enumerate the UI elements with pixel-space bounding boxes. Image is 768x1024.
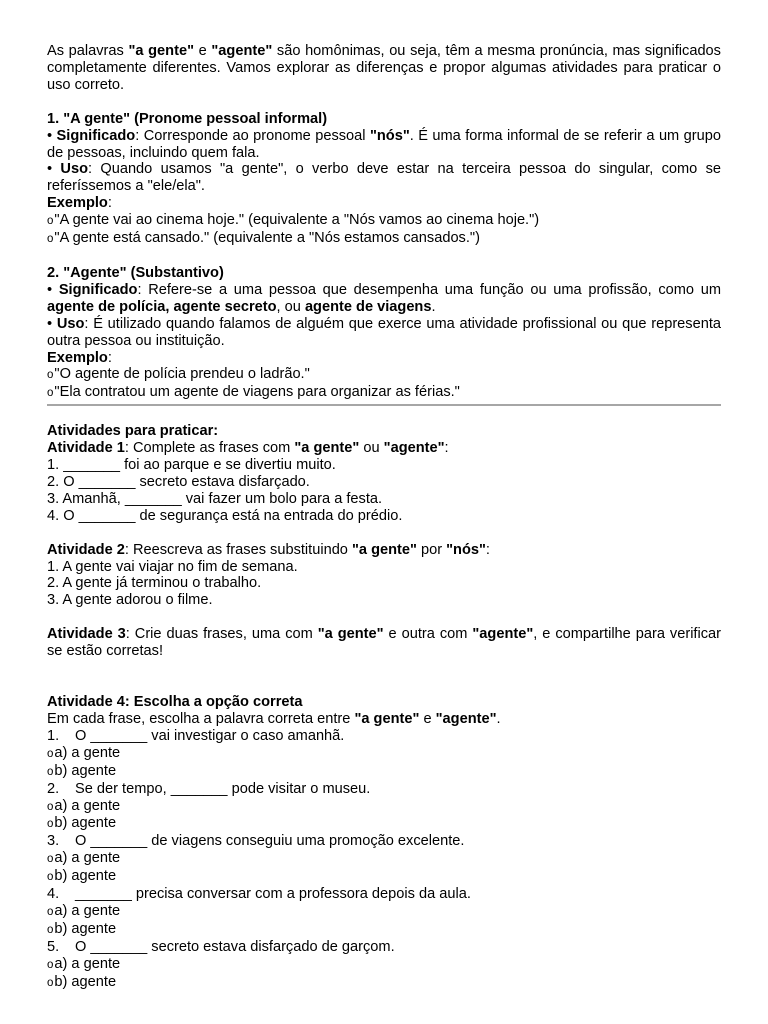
activity-label: Atividade 3 [47, 626, 126, 643]
option-text: a) a gente [54, 744, 121, 761]
label-significado: Significado [58, 281, 138, 298]
bold-term: "a gente" [351, 541, 417, 558]
question-number: 2. [47, 780, 60, 797]
circle-bullet-icon: o [47, 387, 54, 400]
option-a [47, 745, 721, 763]
activity-4-instruction [47, 711, 721, 728]
section-1-exemplo-label: Exemplo: [47, 195, 112, 212]
section-2-significado [47, 282, 721, 316]
bold-term: "agente" [383, 440, 445, 457]
list-item: 3. Amanhã, _______ vai fazer um bolo para a festa. [47, 490, 383, 507]
section-1-uso [47, 161, 721, 195]
circle-bullet-icon: o [47, 976, 54, 989]
intro-bold-term: "a gente" [128, 43, 194, 59]
activity-1-instruction [47, 440, 721, 457]
activity-2-instruction [47, 542, 721, 559]
text: por [416, 541, 447, 558]
activities-heading: Atividades para praticar: [47, 423, 219, 440]
intro-paragraph [47, 43, 721, 94]
bold-term: "a gente" [317, 626, 384, 643]
question-number: 4. [47, 886, 60, 903]
circle-bullet-icon: o [47, 818, 54, 831]
option-b [47, 974, 721, 992]
bullet-icon: • [47, 315, 53, 332]
intro-bold-term: "agente" [211, 43, 273, 59]
circle-bullet-icon: o [47, 747, 54, 760]
example-text: "Ela contratou um agente de viagens para organizar as férias." [54, 384, 460, 401]
text: , e compartilhe para verificar se estão corretas! [47, 626, 722, 660]
list-item: 2. O _______ secreto estava disfarçado. [47, 473, 310, 490]
label-significado: Significado [56, 127, 136, 144]
bullet-icon: • [47, 281, 53, 298]
bold-term: "nós" [446, 541, 486, 558]
activity-4-heading: Atividade 4: Escolha a opção correta [47, 694, 303, 711]
text: . É uma forma informal de se referir a um grupo de pessoas, incluindo quem fala. [47, 127, 721, 161]
text: : [485, 541, 490, 558]
circle-bullet-icon: o [47, 369, 54, 382]
question-number: 3. [47, 833, 60, 850]
option-b [47, 868, 721, 886]
text: ou [359, 440, 384, 457]
question-1 [47, 728, 721, 745]
question-3 [47, 833, 721, 850]
bullet-icon: • [47, 127, 53, 144]
section-2-example-2 [47, 384, 721, 402]
text: : Crie duas frases, uma com [125, 626, 318, 643]
option-a [47, 956, 721, 974]
example-text: "A gente está cansado." (equivalente a "Nós estamos cansados.") [54, 230, 480, 247]
bold-term: "nós" [369, 127, 410, 144]
question-text: O _______ de viagens conseguiu uma promoção excelente. [75, 833, 465, 850]
text: : [444, 440, 449, 457]
text: : Corresponde ao pronome pessoal [135, 127, 370, 144]
option-a [47, 798, 721, 816]
intro-text: são homônimas, ou seja, têm a mesma pronúncia, mas significados completamente diferentes. Vamos explorar as diferenças e propor algumas atividades para praticar o uso correto. [47, 43, 721, 93]
label-uso: Uso [56, 315, 85, 332]
circle-bullet-icon: o [47, 800, 54, 813]
activity-label: Atividade 1 [47, 440, 125, 457]
document-page [47, 43, 721, 992]
option-text: a) a gente [54, 902, 121, 919]
circle-bullet-icon: o [47, 215, 54, 228]
option-text: a) a gente [54, 955, 121, 972]
section-2-uso [47, 316, 721, 350]
text: : Quando usamos "a gente", o verbo deve estar na terceira pessoa do singular, como se referíssemos a "ele/ela". [47, 161, 721, 195]
option-text: a) a gente [54, 797, 121, 814]
option-text: b) agente [54, 920, 117, 937]
text: : É utilizado quando falamos de alguém que exerce uma atividade profissional ou que representa outra pessoa ou instituição. [47, 315, 721, 349]
section-1-significado [47, 128, 721, 162]
circle-bullet-icon: o [47, 853, 54, 866]
option-b [47, 921, 721, 939]
section-1-example-2 [47, 230, 721, 248]
option-text: b) agente [54, 815, 117, 832]
text: : Complete as frases com [124, 440, 295, 457]
section-2-example-1 [47, 366, 721, 384]
question-text: Se der tempo, _______ pode visitar o museu. [75, 780, 371, 797]
option-b [47, 815, 721, 833]
question-2 [47, 781, 721, 798]
option-text: a) a gente [54, 850, 121, 867]
option-a [47, 850, 721, 868]
list-item: 3. A gente adorou o filme. [47, 592, 213, 609]
question-5 [47, 939, 721, 956]
intro-text: e [193, 43, 212, 59]
circle-bullet-icon: o [47, 958, 54, 971]
bold-term: "a gente" [354, 711, 420, 727]
section-2-exemplo-label: Exemplo: [47, 349, 112, 366]
text: . [496, 711, 501, 727]
activity-3-instruction [47, 626, 721, 660]
bullet-icon: • [47, 161, 53, 178]
text: : Reescreva as frases substituindo [124, 541, 352, 558]
text: , ou [276, 298, 305, 315]
text: . [431, 298, 436, 315]
option-text: b) agente [54, 973, 117, 990]
circle-bullet-icon: o [47, 233, 54, 246]
list-item: 4. O _______ de segurança está na entrada do prédio. [47, 507, 403, 524]
circle-bullet-icon: o [47, 923, 54, 936]
list-item: 1. A gente vai viajar no fim de semana. [47, 558, 298, 575]
section-1-example-1 [47, 212, 721, 230]
example-text: "A gente vai ao cinema hoje." (equivalente a "Nós vamos ao cinema hoje.") [54, 212, 540, 229]
option-b [47, 763, 721, 781]
option-text: b) agente [54, 762, 117, 779]
list-item: 1. _______ foi ao parque e se divertiu muito. [47, 457, 336, 474]
question-number: 5. [47, 938, 60, 955]
question-number: 1. [47, 727, 60, 744]
question-text: O _______ secreto estava disfarçado de garçom. [75, 938, 395, 955]
text: Em cada frase, escolha a palavra correta entre [47, 711, 355, 727]
intro-text: As palavras [47, 43, 129, 59]
section-2-heading: 2. "Agente" (Substantivo) [47, 264, 224, 281]
question-text: O _______ vai investigar o caso amanhã. [75, 727, 345, 744]
text: e outra com [383, 626, 473, 643]
question-4 [47, 886, 721, 903]
option-a [47, 903, 721, 921]
circle-bullet-icon: o [47, 765, 54, 778]
circle-bullet-icon: o [47, 905, 54, 918]
bold-term: "agente" [472, 626, 534, 643]
bold-term: agente de polícia, agente secreto [47, 298, 277, 315]
example-text: "O agente de polícia prendeu o ladrão." [54, 366, 310, 383]
activity-label: Atividade 2 [47, 541, 125, 558]
circle-bullet-icon: o [47, 871, 54, 884]
section-1-heading: 1. "A gente" (Pronome pessoal informal) [47, 110, 328, 127]
text: : Refere-se a uma pessoa que desempenha uma função ou uma profissão, como um [137, 281, 721, 298]
label-uso: Uso [60, 161, 88, 178]
list-item: 2. A gente já terminou o trabalho. [47, 575, 262, 592]
bold-term: "a gente" [294, 440, 360, 457]
text: e [419, 711, 436, 727]
option-text: b) agente [54, 868, 117, 885]
bold-term: "agente" [435, 711, 497, 727]
bold-term: agente de viagens [304, 298, 432, 315]
question-text: _______ precisa conversar com a professora depois da aula. [75, 886, 471, 903]
